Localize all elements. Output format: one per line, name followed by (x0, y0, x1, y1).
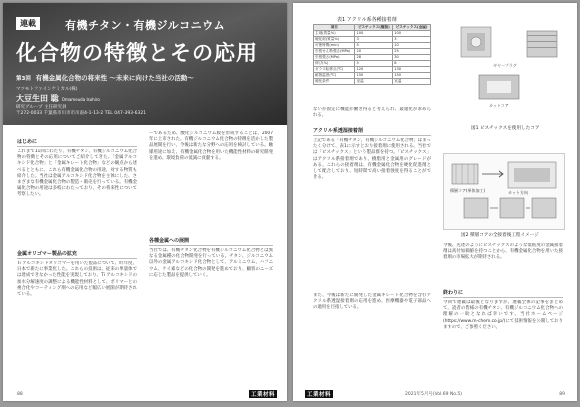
section-heading-closing: 終わりに (443, 289, 563, 298)
table-cell: 室温 (355, 79, 393, 85)
left-page (3, 3, 287, 401)
section-heading-intro: はじめに (17, 138, 137, 147)
text-under-table: ないが固定に機能が働き得ると考えられ、最適化が求められる。 (313, 107, 431, 119)
lead-text: 有機金属化合物の将来性 〜未来に向けた当社の活動〜 (35, 74, 194, 82)
table-cell: 5 (355, 43, 393, 49)
magazine-logo-right: 工業材料 (307, 392, 332, 398)
section-heading-metals: 各種金属への展開 (149, 237, 273, 246)
table-cell: 150 (393, 73, 431, 79)
acrylic-body: 上記である「有機チタン、有機ジルコニウム化合物」はまったく分けて、表1に示すとおり接着剤に使用される。当社では「ピスチックス」という製品群を持つ。「ピスチックス」はアクリル系接着剤であり、樹脂用と金属用のグレードがある。これらの接着剤は、有機金属化合物を硬化促進剤として配合しており、短時間で高い接着強度を得ることができる。 (313, 138, 431, 181)
header-subtitle: 有機チタン・有機ジルコニウム (65, 19, 226, 32)
author-address: 〒272-0033 千葉県市川市市川南4-1-13-2 TEL 047-393-6321 (16, 111, 147, 116)
table-cell: 120 (355, 67, 393, 73)
figure2-caption: 図2 積層コアの全接着後工程イメージ (461, 233, 539, 238)
table-cell: 引張強さ(MPa) (314, 55, 355, 61)
stacked-core-photo (527, 31, 557, 57)
diagram-label-stack: 積層コア(単体加工) (450, 188, 486, 193)
figure1-caption: 図1 ピスチックスを使用したコア (471, 126, 540, 131)
page-number-right: 89 (559, 392, 565, 397)
author-company: マツモトファインケミカル(株) (16, 87, 78, 92)
table-cell: 25 (393, 49, 431, 55)
author-box (16, 87, 166, 117)
process-diagram (443, 153, 565, 230)
article-title: 化合物の特徴とその応用 (16, 41, 258, 65)
column2-body: ーであるため、酸化ジルコニウム膜を形成することは、2007 年に上市された。有機ジルコニウム化合物の特徴を活かした製品展開を行い、今後は新たな分野への応用を検討している。触媒用途に加え、有機金属化合物を用いた機能性材料の研究開発を進め、環境負荷の低減に貢献する。 (149, 131, 273, 161)
section-heading-acrylic: アクリル系透湿接着剤 (313, 127, 431, 136)
section-heading-oligomer: 金属オリゴマー製品の拡充 (17, 250, 137, 259)
table-header-cell: 項目 (314, 25, 355, 31)
table-row (314, 79, 431, 85)
right-page (293, 3, 577, 401)
author-dept: 研究グループ 主任研究員 (16, 105, 67, 110)
author-name-roman: Omameuda Isohiro (61, 97, 100, 102)
issue-footer: 2021年5月号(Vol.69 No.5) (405, 392, 462, 397)
table-cell: 10 (393, 43, 431, 49)
table-cell: ガラス転移点(℃) (314, 67, 355, 73)
article-lead (16, 73, 194, 82)
lead-number: 第3回 (16, 76, 31, 82)
text-under-figure: 今後、先述のようにピスチックスのような低粘度の金属接着剤は高付加価値を持つことから、有機金属化合物を用いた接着剤の市場拡大が期待される。 (443, 243, 563, 261)
cut-core-photo (479, 75, 519, 99)
gear-plug-photo (461, 27, 491, 57)
table-cell: 20 (355, 49, 393, 55)
table-cell: 150 (355, 73, 393, 79)
table-cell: 硬化剤(質量%) (314, 37, 355, 43)
table-cell: 3 (393, 37, 431, 43)
closing-body: 今回で連載は最後となりますが、連載全体の記事をまとめて、読者の皆様の有機チタン、有機ジルコニウム化合物への理解の一助となれば幸いです。当社ホームページ(https://www.m-chem.co.jp/)にて技術情報を公開しておりますので、ご参照ください。 (443, 300, 563, 330)
table-cell: 30 (393, 55, 431, 61)
table-cell: 5 (355, 61, 393, 67)
table-cell: 室温 (393, 79, 431, 85)
author-name: 大豆生田 聡 Omameuda Isohiro (16, 94, 100, 103)
page-number-left: 88 (17, 392, 23, 397)
table-cell: 耐熱温度(℃) (314, 73, 355, 79)
table-cell: 硬化条件 (314, 79, 355, 85)
table-cell: 28 (355, 55, 393, 61)
table-cell: 8 (393, 61, 431, 67)
table-cell: 130 (393, 67, 431, 73)
table-caption: 表1 アクリル系各種接着剤 (337, 17, 397, 23)
oligomer-body: Ti アルコキシドオリゴマーを用いた製品について、昨年度、日本で新たに事業化した。これらの技術は、従来の単量体では達成できなかった性能を実現しており、Ti アルコキシドの加水分解速度の調整による機能性材料として、ポリマーとの複合化やコーティング剤への応用など幅広い展開が期待されている。 (17, 261, 137, 298)
table-cell: 可使時間(min) (314, 43, 355, 49)
photo-label-gear: ギヤープラグ (493, 63, 517, 68)
photo-label-cut: カットコア (489, 103, 509, 108)
series-tag: 連載 (16, 17, 40, 30)
table-cell: 主剤(質量%) (314, 31, 355, 37)
table-cell: 引張せん断強さ(MPa) (314, 49, 355, 55)
acrylic-body-2: また、今後は新たに開発した金属キレート化合物を含むアクリル系透湿接着剤の応用を進め、医療機器や電子部品への適用を目指している。 (313, 293, 431, 311)
table-header-cell: ピスチックス(樹脂) (355, 25, 393, 31)
article-header (3, 3, 287, 125)
table-cell: 100 (393, 31, 431, 37)
adhesive-spec-table (313, 24, 431, 85)
table-cell: 3 (355, 37, 393, 43)
table-cell: 伸び(%) (314, 61, 355, 67)
table-header-cell: ピスチックス(金属) (393, 25, 431, 31)
table-cell: 100 (355, 31, 393, 37)
diagram-label-cut: カット方向 (508, 190, 528, 195)
intro-body: これまで11回にわたり、有機チタン、有機ジルコニウム化合物の特徴とその応用についてご紹介してきた。「金属アルコキシド化合物」と「金属キレート化合物」などの観点から述べるとともに、これら有機金属化合物の用途、対する物質も紹介した。当社は金属アルコキシド化合物を主体にした、さまざまな有機金属化合物の製造・販売を行っている。有機金属化合物の用途は多岐にわたっており、その将来性について考察したい。 (17, 149, 137, 198)
magazine-logo-left: 工業材料 (250, 392, 275, 398)
metals-body: 当社では、有機チタン化合物を有機ジルコニウム化合物とは異なる金属種の化合物開発を行っている。チタン、ジルコニウム以外の金属アルコキシド化合物として、アルミニウム、ハフニウム、ケイ素などの化合物の開発を進めており、顧客のニーズに応じた製品を提供していく。 (149, 248, 273, 278)
